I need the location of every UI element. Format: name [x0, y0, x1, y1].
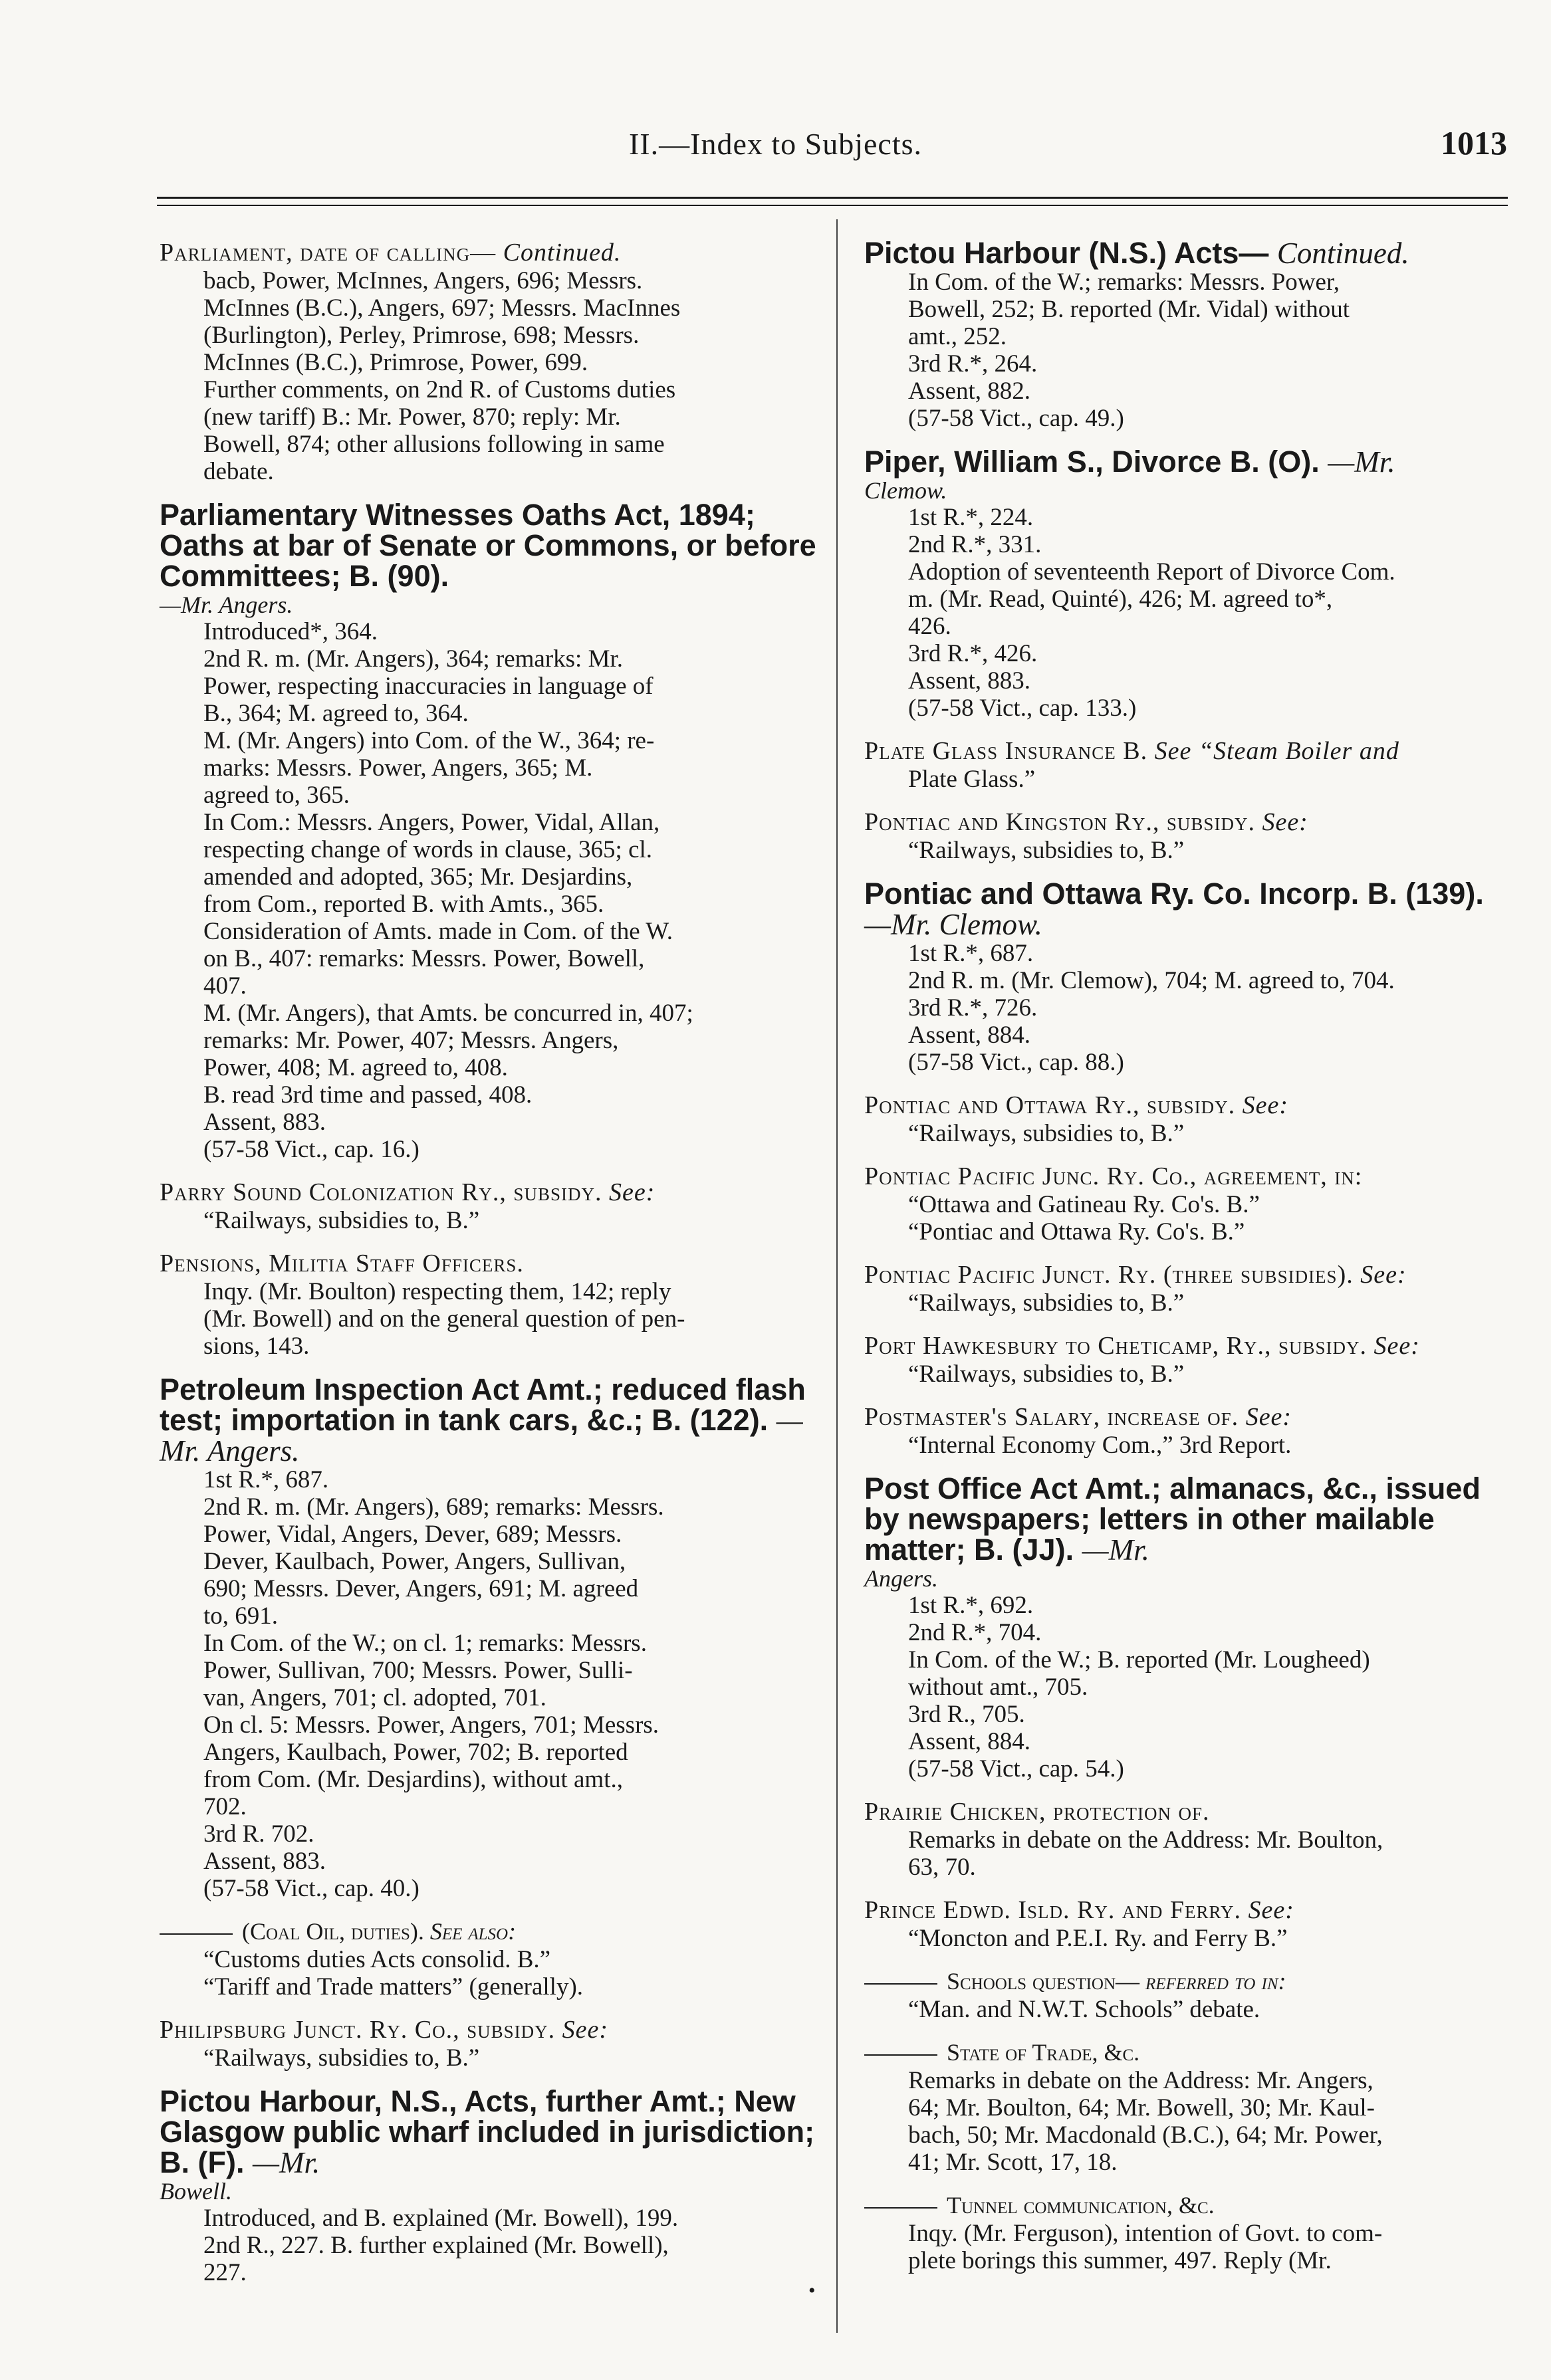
entry-heading	[160, 1178, 824, 1207]
index-entry	[864, 1895, 1516, 1952]
index-entry	[864, 1473, 1516, 1783]
entry-line: 3rd R., 705.	[908, 1701, 1025, 1728]
entry-line: 1st R.*, 224.	[908, 504, 1034, 531]
entry-heading-text: Pontiac and Ottawa Ry. Co. Incorp. B. (139).	[864, 877, 1484, 911]
entry-heading	[160, 1917, 824, 1946]
entry-line: Assent, 883.	[203, 1109, 326, 1136]
entry-line: (57-58 Vict., cap. 133.)	[908, 695, 1137, 722]
entry-line: from Com., reported B. with Amts., 365.	[203, 891, 604, 918]
entry-line: 702.	[203, 1793, 247, 1820]
entry-line: respecting change of words in clause, 365; cl.	[203, 836, 653, 863]
entry-line: 2nd R.*, 704.	[908, 1619, 1042, 1646]
entry-heading	[864, 1797, 1516, 1826]
entry-heading-text: Post Office Act Amt.; almanacs, &c., issued by newspapers; letters in other mailable matter; B. (JJ).	[864, 1471, 1481, 1567]
entry-heading-note: See:	[1245, 1403, 1292, 1431]
entry-line: bacb, Power, McInnes, Angers, 696; Messrs.	[203, 267, 643, 294]
entry-heading-text: Postmaster's Salary, increase of.	[864, 1403, 1239, 1431]
entry-heading	[864, 1895, 1516, 1925]
entry-line: M. (Mr. Angers), that Amts. be concurred in, 407;	[203, 1000, 693, 1027]
entry-line: 2nd R., 227. B. further explained (Mr. Bowell),	[203, 2232, 669, 2259]
index-entry	[864, 808, 1516, 864]
entry-heading-note: —Mr.	[252, 2146, 320, 2179]
entry-heading	[864, 808, 1516, 837]
entry-line: 227.	[203, 2259, 247, 2286]
entry-line: Inqy. (Mr. Boulton) respecting them, 142; reply	[203, 1278, 671, 1305]
entry-heading	[864, 879, 1516, 940]
entry-heading-text: Piper, William S., Divorce B. (O).	[864, 445, 1320, 479]
entry-line: “Tariff and Trade matters” (generally).	[203, 1973, 584, 2001]
entry-line: sions, 143.	[203, 1333, 310, 1360]
entry-line: 3rd R. 702.	[203, 1820, 314, 1848]
entry-heading-text: Prince Edwd. Isld. Ry. and Ferry.	[864, 1896, 1241, 1924]
entry-line: Assent, 882.	[908, 378, 1030, 405]
entry-line: 64; Mr. Boulton, 64; Mr. Bowell, 30; Mr. Kaul-	[908, 2094, 1375, 2121]
entry-line: Remarks in debate on the Address: Mr. Boulton,	[908, 1826, 1383, 1854]
entry-line: Power, Vidal, Angers, Dever, 689; Messrs.	[203, 1521, 622, 1548]
entry-line: “Internal Economy Com.,” 3rd Report.	[908, 1432, 1292, 1459]
entry-line: “Man. and N.W.T. Schools” debate.	[908, 1996, 1260, 2023]
entry-heading-note: See:	[1248, 1896, 1294, 1924]
entry-line: (57-58 Vict., cap. 16.)	[203, 1136, 419, 1163]
entry-line: On cl. 5: Messrs. Power, Angers, 701; Messrs.	[203, 1711, 659, 1739]
index-entry	[160, 2086, 824, 2286]
entry-line: B., 364; M. agreed to, 364.	[203, 700, 469, 727]
entry-line: “Railways, subsidies to, B.”	[908, 1360, 1185, 1388]
entry-line: bach, 50; Mr. Macdonald (B.C.), 64; Mr. Power,	[908, 2121, 1383, 2149]
entry-heading-note: referred to in:	[1145, 1968, 1286, 1995]
entry-heading	[160, 2086, 824, 2178]
entry-line: to, 691.	[203, 1602, 279, 1630]
index-entry	[160, 2015, 824, 2072]
entry-line: Inqy. (Mr. Ferguson), intention of Govt. to com-	[908, 2220, 1383, 2247]
entry-line: Power, Sullivan, 700; Messrs. Power, Sulli-	[203, 1657, 633, 1684]
entry-heading-text: Plate Glass Insurance B.	[864, 737, 1148, 765]
entry-line: 2nd R. m. (Mr. Clemow), 704; M. agreed to, 704.	[908, 967, 1395, 994]
entry-line: amt., 252.	[908, 323, 1007, 350]
entry-line: Adoption of seventeenth Report of Divorce Com.	[908, 558, 1395, 586]
entry-heading-note: Continued.	[503, 239, 622, 267]
index-entry	[160, 1178, 824, 1234]
entry-line: Angers, Kaulbach, Power, 702; B. reported	[203, 1739, 628, 1766]
entry-line: “Railways, subsidies to, B.”	[908, 1120, 1185, 1147]
entry-line: 3rd R.*, 426.	[908, 640, 1038, 667]
index-entry	[864, 2191, 1516, 2274]
index-entry	[160, 1917, 824, 2001]
page-number: 1013	[1441, 124, 1507, 162]
entry-heading-text: Port Hawkesbury to Cheticamp, Ry., subsidy.	[864, 1332, 1368, 1360]
right-column	[864, 238, 1516, 2289]
index-entry	[864, 2038, 1516, 2176]
entry-line: (57-58 Vict., cap. 88.)	[908, 1049, 1124, 1076]
entry-line: (Mr. Bowell) and on the general question of pen-	[203, 1305, 685, 1333]
entry-heading-text: Pictou Harbour (N.S.) Acts—	[864, 236, 1269, 270]
entry-heading	[160, 1374, 824, 1466]
header-rule-thick	[157, 197, 1508, 199]
entry-line: “Railways, subsidies to, B.”	[908, 837, 1185, 864]
entry-line: 2nd R. m. (Mr. Angers), 689; remarks: Messrs.	[203, 1493, 664, 1521]
entry-line: Power, 408; M. agreed to, 408.	[203, 1054, 508, 1081]
entry-heading-text: Pontiac and Kingston Ry., subsidy.	[864, 808, 1255, 836]
entry-line: In Com. of the W.; on cl. 1; remarks: Messrs.	[203, 1630, 647, 1657]
index-entry	[864, 1967, 1516, 2023]
entry-line: Plate Glass.”	[908, 766, 1036, 793]
column-divider	[836, 219, 838, 2333]
entry-line: 426.	[908, 613, 951, 640]
entry-mover: Angers.	[864, 1565, 938, 1592]
entry-line: marks: Messrs. Power, Angers, 365; M.	[203, 754, 593, 782]
entry-heading	[864, 1402, 1516, 1432]
entry-line: “Railways, subsidies to, B.”	[203, 2044, 480, 2072]
index-entry	[864, 1402, 1516, 1459]
index-entry	[864, 1162, 1516, 1245]
entry-line: (57-58 Vict., cap. 54.)	[908, 1755, 1124, 1783]
index-entry	[160, 1374, 824, 1902]
entry-heading-text: Parliamentary Witnesses Oaths Act, 1894; Oaths at bar of Senate or Commons, or before Committees; B. (90).	[160, 498, 816, 593]
entry-heading	[160, 500, 824, 592]
entry-heading-text: Petroleum Inspection Act Amt.; reduced flash test; importation in tank cars, &c.; B. (122).	[160, 1372, 806, 1437]
entry-heading	[160, 1249, 824, 1278]
entry-line: “Customs duties Acts consolid. B.”	[203, 1946, 551, 1973]
entry-heading-note: See:	[608, 1178, 656, 1206]
entry-heading-text: Philipsburg Junct. Ry. Co., subsidy.	[160, 2016, 556, 2044]
entry-line: Assent, 884.	[908, 1022, 1030, 1049]
entry-heading-text: Tunnel communication, &c.	[947, 2192, 1215, 2218]
entry-heading-note: See also:	[429, 1918, 517, 1945]
entry-heading-note: —Mr.	[1082, 1533, 1149, 1567]
entry-line: on B., 407: remarks: Messrs. Power, Bowell,	[203, 945, 645, 972]
entry-line: McInnes (B.C.), Angers, 697; Messrs. MacInnes	[203, 294, 681, 322]
entry-heading-note: See:	[1242, 1091, 1288, 1119]
entry-heading-note: See:	[562, 2016, 609, 2044]
index-entry	[864, 1260, 1516, 1317]
entry-line: Consideration of Amts. made in Com. of the W.	[203, 918, 673, 945]
entry-heading	[864, 1967, 1516, 1996]
index-entry	[160, 238, 824, 485]
entry-heading-note: See “Steam Boiler and	[1154, 737, 1399, 765]
entry-mover: —Mr. Angers.	[160, 592, 293, 618]
entry-line: 41; Mr. Scott, 17, 18.	[908, 2149, 1118, 2176]
entry-line: Further comments, on 2nd R. of Customs duties	[203, 376, 676, 403]
entry-line: 2nd R. m. (Mr. Angers), 364; remarks: Mr.	[203, 645, 624, 673]
entry-line: 1st R.*, 692.	[908, 1592, 1034, 1619]
entry-heading-text: Parry Sound Colonization Ry., subsidy.	[160, 1178, 602, 1206]
entry-line: m. (Mr. Read, Quinté), 426; M. agreed to*,	[908, 586, 1333, 613]
footer-mark: •	[808, 2280, 816, 2302]
entry-line: van, Angers, 701; cl. adopted, 701.	[203, 1684, 546, 1711]
entry-heading-note: —Mr. Clemow.	[864, 908, 1042, 941]
entry-line: 690; Messrs. Dever, Angers, 691; M. agreed	[203, 1575, 639, 1602]
entry-line: 2nd R.*, 331.	[908, 531, 1042, 558]
entry-line: (57-58 Vict., cap. 40.)	[203, 1875, 419, 1902]
entry-heading-note: See:	[1360, 1261, 1407, 1289]
entry-heading	[160, 2015, 824, 2044]
entry-mover: Bowell.	[160, 2178, 232, 2205]
entry-heading-text: Pontiac Pacific Junct. Ry. (three subsidies).	[864, 1261, 1354, 1289]
index-entry	[864, 447, 1516, 722]
entry-mover: Clemow.	[864, 477, 947, 504]
entry-heading-text: Parliament, date of calling—	[160, 239, 497, 267]
index-entry	[864, 238, 1516, 432]
index-entry	[864, 736, 1516, 793]
entry-heading-text: Pensions, Militia Staff Officers.	[160, 1249, 524, 1277]
entry-heading	[864, 2191, 1516, 2220]
entry-heading-text: Pontiac and Ottawa Ry., subsidy.	[864, 1091, 1236, 1119]
entry-heading-note: Continued.	[1276, 237, 1409, 270]
entry-line: 407.	[203, 972, 247, 1000]
entry-heading	[864, 1331, 1516, 1360]
running-head: II.—Index to Subjects.	[628, 127, 923, 161]
entry-line: 3rd R.*, 264.	[908, 350, 1038, 378]
entry-line: M. (Mr. Angers) into Com. of the W., 364; re-	[203, 727, 655, 754]
entry-line: “Railways, subsidies to, B.”	[908, 1289, 1185, 1317]
entry-line: In Com.: Messrs. Angers, Power, Vidal, Allan,	[203, 809, 660, 836]
entry-line: agreed to, 365.	[203, 782, 350, 809]
entry-line: McInnes (B.C.), Primrose, Power, 699.	[203, 349, 588, 376]
entry-heading	[864, 1162, 1516, 1191]
entry-heading	[864, 736, 1516, 766]
entry-heading-note: —Mr. Angers.	[160, 1404, 803, 1467]
entry-line: 1st R.*, 687.	[203, 1466, 329, 1493]
entry-line: “Railways, subsidies to, B.”	[203, 1207, 480, 1234]
entry-line: from Com. (Mr. Desjardins), without amt.,	[203, 1766, 623, 1793]
entry-line: “Pontiac and Ottawa Ry. Co's. B.”	[908, 1218, 1245, 1245]
entry-heading	[864, 447, 1516, 477]
entry-heading-text: Schools question—	[947, 1968, 1140, 1995]
entry-line: Assent, 884.	[908, 1728, 1030, 1755]
entry-heading	[864, 2038, 1516, 2067]
entry-heading-text: (Coal Oil, duties).	[242, 1918, 424, 1945]
index-entry	[864, 1331, 1516, 1388]
entry-line: Dever, Kaulbach, Power, Angers, Sullivan,	[203, 1548, 626, 1575]
entry-heading-note: —Mr.	[1328, 445, 1395, 479]
entry-line: Remarks in debate on the Address: Mr. Angers,	[908, 2067, 1373, 2094]
entry-line: Bowell, 252; B. reported (Mr. Vidal) without	[908, 296, 1350, 323]
entry-line: debate.	[203, 458, 274, 485]
entry-line: Assent, 883.	[203, 1848, 326, 1875]
entry-heading	[160, 238, 824, 267]
entry-line: (new tariff) B.: Mr. Power, 870; reply: Mr.	[203, 403, 621, 431]
entry-line: In Com. of the W.; B. reported (Mr. Lougheed)	[908, 1646, 1370, 1674]
left-column	[160, 238, 824, 2301]
entry-line: (57-58 Vict., cap. 49.)	[908, 405, 1124, 432]
entry-line: Assent, 883.	[908, 667, 1030, 695]
entry-line: In Com. of the W.; remarks: Messrs. Power,	[908, 269, 1340, 296]
entry-line: 63, 70.	[908, 1854, 976, 1881]
entry-heading	[864, 1260, 1516, 1289]
entry-line: without amt., 705.	[908, 1674, 1088, 1701]
entry-line: 3rd R.*, 726.	[908, 994, 1038, 1022]
entry-heading-text: Prairie Chicken, protection of.	[864, 1798, 1210, 1826]
index-entry	[160, 500, 824, 1163]
entry-line: “Moncton and P.E.I. Ry. and Ferry B.”	[908, 1925, 1288, 1952]
entry-heading-text: Pontiac Pacific Junc. Ry. Co., agreement, in:	[864, 1162, 1363, 1190]
entry-line: Bowell, 874; other allusions following in same	[203, 431, 665, 458]
entry-line: “Ottawa and Gatineau Ry. Co's. B.”	[908, 1191, 1260, 1218]
entry-heading-text: State of Trade, &c.	[947, 2039, 1140, 2066]
index-entry	[864, 1797, 1516, 1881]
entry-line: (Burlington), Perley, Primrose, 698; Messrs.	[203, 322, 640, 349]
entry-heading-note: See:	[1373, 1332, 1420, 1360]
entry-line: Power, respecting inaccuracies in language of	[203, 673, 654, 700]
entry-heading	[864, 1091, 1516, 1120]
index-entry	[864, 1091, 1516, 1147]
header-rule-thin	[157, 205, 1508, 206]
entry-line: amended and adopted, 365; Mr. Desjardins,	[203, 863, 633, 891]
index-entry	[864, 879, 1516, 1076]
index-entry	[160, 1249, 824, 1360]
entry-line: Introduced, and B. explained (Mr. Bowell), 199.	[203, 2205, 679, 2232]
entry-line: Introduced*, 364.	[203, 618, 378, 645]
entry-heading-note: See:	[1262, 808, 1308, 836]
entry-line: 1st R.*, 687.	[908, 940, 1034, 967]
entry-line: plete borings this summer, 497. Reply (Mr.	[908, 2247, 1332, 2274]
entry-heading	[864, 1473, 1516, 1565]
entry-heading	[864, 238, 1516, 269]
entry-heading-text: Pictou Harbour, N.S., Acts, further Amt.; New Glasgow public wharf included in jurisdiction; B. (F).	[160, 2084, 815, 2179]
entry-line: remarks: Mr. Power, 407; Messrs. Angers,	[203, 1027, 619, 1054]
entry-line: B. read 3rd time and passed, 408.	[203, 1081, 533, 1109]
